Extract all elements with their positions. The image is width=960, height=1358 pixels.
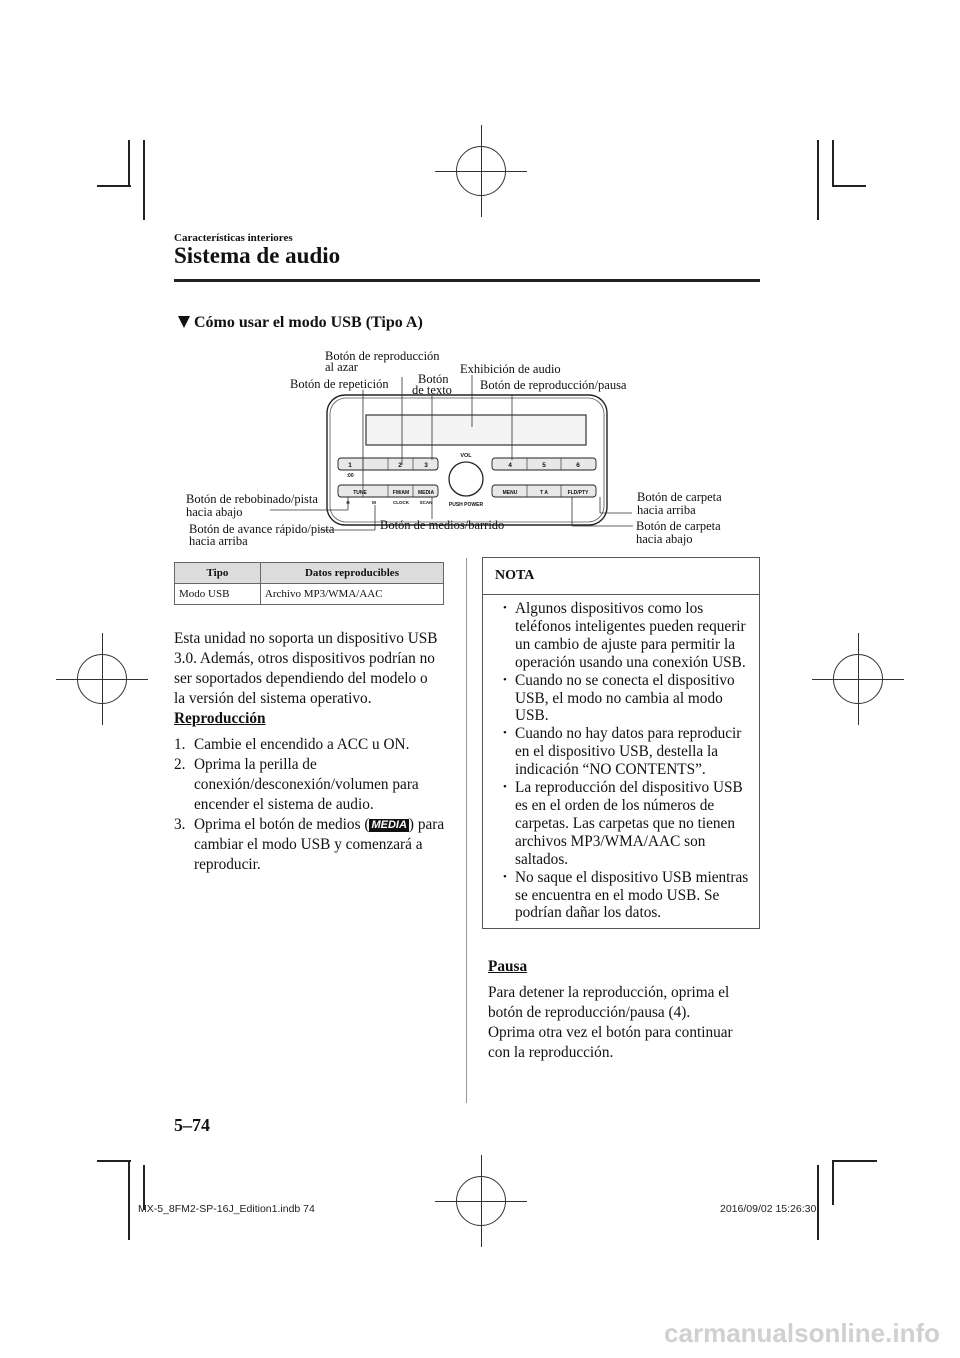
reproduccion-heading: Reproducción xyxy=(174,710,266,727)
registration-mark xyxy=(833,654,883,704)
nota-item-text: Cuando no hay datos para reproducir en el dispositivo USB, destella la indicación “NO CONTENTS”. xyxy=(515,725,742,779)
crop-mark xyxy=(832,185,866,187)
table-row xyxy=(175,584,444,605)
intro-line: 3.0. Además, otros dispositivos podrían no xyxy=(174,650,435,667)
step-text-pre: Oprima el botón de medios ( xyxy=(194,816,370,833)
label-display: Exhibición de audio xyxy=(460,362,561,376)
pausa-paragraph xyxy=(488,983,760,1063)
label-text-1: Botón xyxy=(418,372,449,386)
intro-line: Esta unidad no soporta un dispositivo USB xyxy=(174,630,438,647)
label-text-2: de texto xyxy=(412,383,452,397)
registration-mark xyxy=(77,654,127,704)
intro-line: la versión del sistema operativo. xyxy=(174,690,372,707)
crop-mark xyxy=(832,1160,834,1205)
registration-mark xyxy=(456,146,506,196)
clock-digits-label: :00 xyxy=(346,473,354,479)
display-window xyxy=(366,415,586,445)
title-rule xyxy=(174,279,760,282)
list-item xyxy=(503,600,757,672)
pausa-line: Oprima otra vez el botón para continuar xyxy=(488,1024,733,1041)
section-label: Características interiores xyxy=(174,232,293,244)
crop-mark xyxy=(128,1160,130,1240)
page-number: 5–74 xyxy=(174,1115,210,1135)
footer-timestamp: 2016/09/02 15:26:30 xyxy=(720,1203,817,1215)
column-divider xyxy=(466,558,467,1103)
media-button-icon: MEDIA xyxy=(371,819,407,831)
intro-paragraph xyxy=(174,629,464,709)
crop-mark xyxy=(817,140,819,220)
pausa-line: botón de reproducción/pausa (4). xyxy=(488,1004,691,1021)
volume-knob xyxy=(449,462,483,496)
step-text xyxy=(194,815,454,875)
nota-item-text: Algunos dispositivos como los teléfonos inteligentes pueden requerir un cambio de ajuste para permitir la operación usando una conexión USB. xyxy=(515,600,746,671)
triangle-down-icon xyxy=(178,316,190,328)
table-cell: Archivo MP3/WMA/AAC xyxy=(260,584,443,605)
intro-line: ser soportados dependiendo del modelo o xyxy=(174,670,428,687)
label-ff-1: Botón de avance rápido/pista xyxy=(189,522,335,536)
preset-label: 2 xyxy=(398,462,402,469)
bullet-icon: • xyxy=(503,602,507,614)
pausa-line: Para detener la reproducción, oprima el xyxy=(488,984,730,1001)
subheading-text: Cómo usar el modo USB (Tipo A) xyxy=(194,314,423,331)
label-random-1: Botón de reproducción xyxy=(325,349,440,363)
table-header-row xyxy=(175,563,444,584)
pausa-heading: Pausa xyxy=(488,958,528,975)
fld-pty-label: FLD/PTY xyxy=(567,490,589,496)
watermark: carmanualsonline.info xyxy=(664,1318,940,1348)
bullet-icon: • xyxy=(503,673,507,686)
step-number: 2. xyxy=(174,756,186,773)
m-label: M xyxy=(372,500,376,505)
preset-label: 5 xyxy=(542,462,546,469)
crop-mark xyxy=(832,140,834,185)
nota-rule xyxy=(483,594,759,595)
label-media: Botón de medios/barrido xyxy=(380,518,505,532)
table-cell: Modo USB xyxy=(175,584,261,605)
table-header-cell: Datos reproducibles xyxy=(260,563,443,584)
table-header-cell: Tipo xyxy=(175,563,261,584)
label-random-2: al azar xyxy=(325,360,358,374)
label-folder-down-2: hacia abajo xyxy=(636,532,693,546)
menu-label: MENU xyxy=(502,490,518,496)
crop-mark xyxy=(97,185,131,187)
step-item xyxy=(174,755,454,815)
step-text-post: ) para cambiar el modo USB y comenzará a reproducir. xyxy=(194,816,445,873)
preset-label: 3 xyxy=(424,462,428,469)
crop-mark xyxy=(817,1165,819,1240)
preset-label: 6 xyxy=(576,462,580,469)
step-item xyxy=(174,815,454,875)
playable-data-table xyxy=(174,562,444,605)
label-rewind-2: hacia abajo xyxy=(186,505,243,519)
subheading xyxy=(178,314,423,332)
nota-item-text: No saque el dispositivo USB mientras se encuentra en el modo USB. Se podrían dañar los datos. xyxy=(515,868,749,922)
label-rewind-1: Botón de rebobinado/pista xyxy=(186,492,318,506)
step-item xyxy=(174,735,454,755)
crop-mark xyxy=(832,1160,877,1162)
list-item xyxy=(503,779,757,869)
reproduccion-steps xyxy=(174,735,454,875)
nota-item-text: La reproducción del dispositivo USB es en el orden de los números de carpetas. Las carpetas que no tienen archivos MP3/WMA/AAC son saltados. xyxy=(515,779,743,868)
step-text: Oprima la perilla de conexión/desconexión/volumen para encender el sistema de audio. xyxy=(194,756,419,813)
bullet-icon: • xyxy=(503,781,507,794)
push-power-label: PUSH POWER xyxy=(448,502,484,508)
fm-am-label: FM/AM xyxy=(392,490,410,496)
step-number: 1. xyxy=(174,736,186,753)
audio-unit-diagram xyxy=(170,335,770,555)
registration-mark xyxy=(456,1176,506,1226)
footer-file: MX-5_8FM2-SP-16J_Edition1.indb 74 xyxy=(138,1203,315,1215)
pausa-line: con la reproducción. xyxy=(488,1044,614,1061)
label-ff-2: hacia arriba xyxy=(189,534,248,548)
nota-item-text: Cuando no se conecta el dispositivo USB, el modo no cambia al modo USB. xyxy=(515,671,735,725)
nota-title: NOTA xyxy=(495,568,535,583)
vol-label: VOL xyxy=(460,453,472,459)
list-item xyxy=(503,869,757,923)
nota-box xyxy=(482,557,760,929)
label-folder-down-1: Botón de carpeta xyxy=(636,519,721,533)
step-number: 3. xyxy=(174,816,186,833)
clock-label: CLOCK xyxy=(393,500,409,505)
label-playpause: Botón de reproducción/pausa xyxy=(480,378,627,392)
page-title: Sistema de audio xyxy=(174,243,341,268)
label-repeat: Botón de repetición xyxy=(290,377,389,391)
list-item xyxy=(503,672,757,726)
ta-label: T A xyxy=(540,490,548,496)
preset-label: 1 xyxy=(348,462,352,469)
tune-label: TUNE xyxy=(353,490,367,496)
preset-label: 4 xyxy=(508,462,512,469)
scan-label: SCAN xyxy=(419,500,433,505)
h-label: H xyxy=(346,500,350,505)
bullet-icon: • xyxy=(503,727,507,740)
nota-list xyxy=(503,600,757,922)
step-text: Cambie el encendido a ACC u ON. xyxy=(194,736,410,753)
label-folder-up-1: Botón de carpeta xyxy=(637,490,722,504)
crop-mark xyxy=(97,1160,131,1162)
bullet-icon: • xyxy=(503,870,507,883)
crop-mark xyxy=(143,140,145,220)
media-label: MEDIA xyxy=(417,490,435,496)
crop-mark xyxy=(128,140,130,185)
label-folder-up-2: hacia arriba xyxy=(637,503,696,517)
list-item xyxy=(503,725,757,779)
